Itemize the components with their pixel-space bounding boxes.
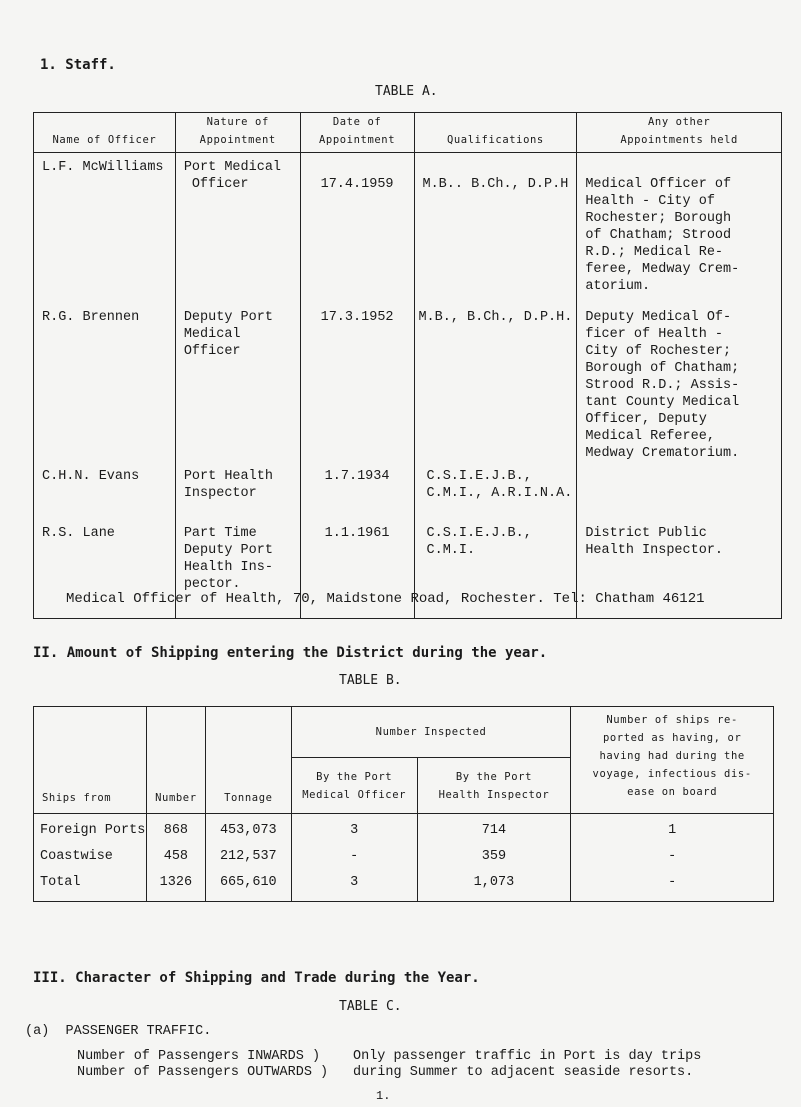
officer-nature: Part Time Deputy Port Health Ins- pector. [175, 519, 300, 618]
inspected-by-mo: 3 [291, 870, 417, 902]
table-a-title: TABLE A. [375, 84, 438, 99]
passenger-traffic-note-line1: Only passenger traffic in Port is day trips [353, 1049, 702, 1064]
shipping-row [34, 814, 774, 844]
header-tonnage: Tonnage [205, 707, 291, 814]
officer-nature: Port Health Inspector [175, 462, 300, 519]
header-date: Date of Appointment [300, 113, 414, 153]
shipping-row [34, 844, 774, 870]
staff-table-header [34, 113, 782, 153]
header-number-inspected: Number Inspected [291, 707, 571, 758]
header-name: Name of Officer [34, 113, 176, 153]
staff-row [34, 295, 782, 462]
shipping-row [34, 870, 774, 902]
page-number: 1. [376, 1089, 391, 1103]
officer-nature: Port Medical Officer [175, 153, 300, 296]
officer-name: R.G. Brennen [34, 295, 176, 462]
passengers-outwards-label: Number of Passengers OUTWARDS ) [77, 1065, 329, 1080]
officer-nature: Deputy Port Medical Officer [175, 295, 300, 462]
ships-from: Total [34, 870, 147, 902]
ships-number: 1326 [146, 870, 205, 902]
officer-date: 1.7.1934 [300, 462, 414, 519]
inspected-by-hi: 714 [417, 814, 571, 844]
ships-number: 868 [146, 814, 205, 844]
officer-qualifications: M.B., B.Ch., D.P.H. [414, 295, 577, 462]
officer-other-appointments: Deputy Medical Of- ficer of Health - City of Rochester; Borough of Chatham; Strood R.D.; Assis- tant County Medical Officer, Deputy Medical Referee, Medway Crematorium. [577, 295, 782, 462]
header-reported-infectious: Number of ships re- ported as having, or having had during the voyage, infectious dis- ease on board [571, 707, 774, 814]
staff-table [33, 112, 782, 619]
reported-infectious: 1 [571, 814, 774, 844]
passengers-inwards-label: Number of Passengers INWARDS ) [77, 1049, 321, 1064]
ships-from: Foreign Ports [34, 814, 147, 844]
officer-name: C.H.N. Evans [34, 462, 176, 519]
staff-row [34, 462, 782, 519]
officer-other-appointments [577, 462, 782, 519]
header-nature: Nature of Appointment [175, 113, 300, 153]
officer-name: L.F. McWilliams [34, 153, 176, 296]
table-b-title: TABLE B. [339, 673, 402, 688]
section-2-heading: II. Amount of Shipping entering the District during the year. [33, 645, 548, 661]
ships-from: Coastwise [34, 844, 147, 870]
officer-name: R.S. Lane [34, 519, 176, 618]
ships-number: 458 [146, 844, 205, 870]
passenger-traffic-subheading: (a) PASSENGER TRAFFIC. [25, 1024, 212, 1039]
ships-tonnage: 212,537 [205, 844, 291, 870]
inspected-by-hi: 1,073 [417, 870, 571, 902]
header-other-appointments: Any other Appointments held [577, 113, 782, 153]
address-line: Medical Officer of Health, 70, Maidstone Road, Rochester. Tel: Chatham 46121 [66, 591, 705, 607]
header-qualifications: Qualifications [414, 113, 577, 153]
header-by-health-inspector: By the Port Health Inspector [417, 758, 571, 814]
header-ships-from: Ships from [34, 707, 147, 814]
staff-row [34, 153, 782, 296]
ships-tonnage: 453,073 [205, 814, 291, 844]
passenger-traffic-note-line2: during Summer to adjacent seaside resorts. [353, 1065, 694, 1080]
officer-date: 1.1.1961 [300, 519, 414, 618]
shipping-table [33, 706, 774, 902]
inspected-by-hi: 359 [417, 844, 571, 870]
ships-tonnage: 665,610 [205, 870, 291, 902]
officer-qualifications: C.S.I.E.J.B., C.M.I., A.R.I.N.A. [414, 462, 577, 519]
inspected-by-mo: 3 [291, 814, 417, 844]
officer-qualifications: C.S.I.E.J.B., C.M.I. [414, 519, 577, 618]
reported-infectious: - [571, 870, 774, 902]
officer-qualifications: M.B.. B.Ch., D.P.H [414, 153, 577, 296]
section-1-heading: 1. Staff. [40, 57, 116, 73]
table-c-title: TABLE C. [339, 999, 402, 1014]
header-by-medical-officer: By the Port Medical Officer [291, 758, 417, 814]
officer-other-appointments: District Public Health Inspector. [577, 519, 782, 618]
inspected-by-mo: - [291, 844, 417, 870]
officer-other-appointments: Medical Officer of Health - City of Rochester; Borough of Chatham; Strood R.D.; Medical Re- feree, Medway Crem- atorium. [577, 153, 782, 296]
officer-date: 17.3.1952 [300, 295, 414, 462]
section-3-heading: III. Character of Shipping and Trade during the Year. [33, 970, 480, 986]
reported-infectious: - [571, 844, 774, 870]
header-number: Number [146, 707, 205, 814]
officer-date: 17.4.1959 [300, 153, 414, 296]
